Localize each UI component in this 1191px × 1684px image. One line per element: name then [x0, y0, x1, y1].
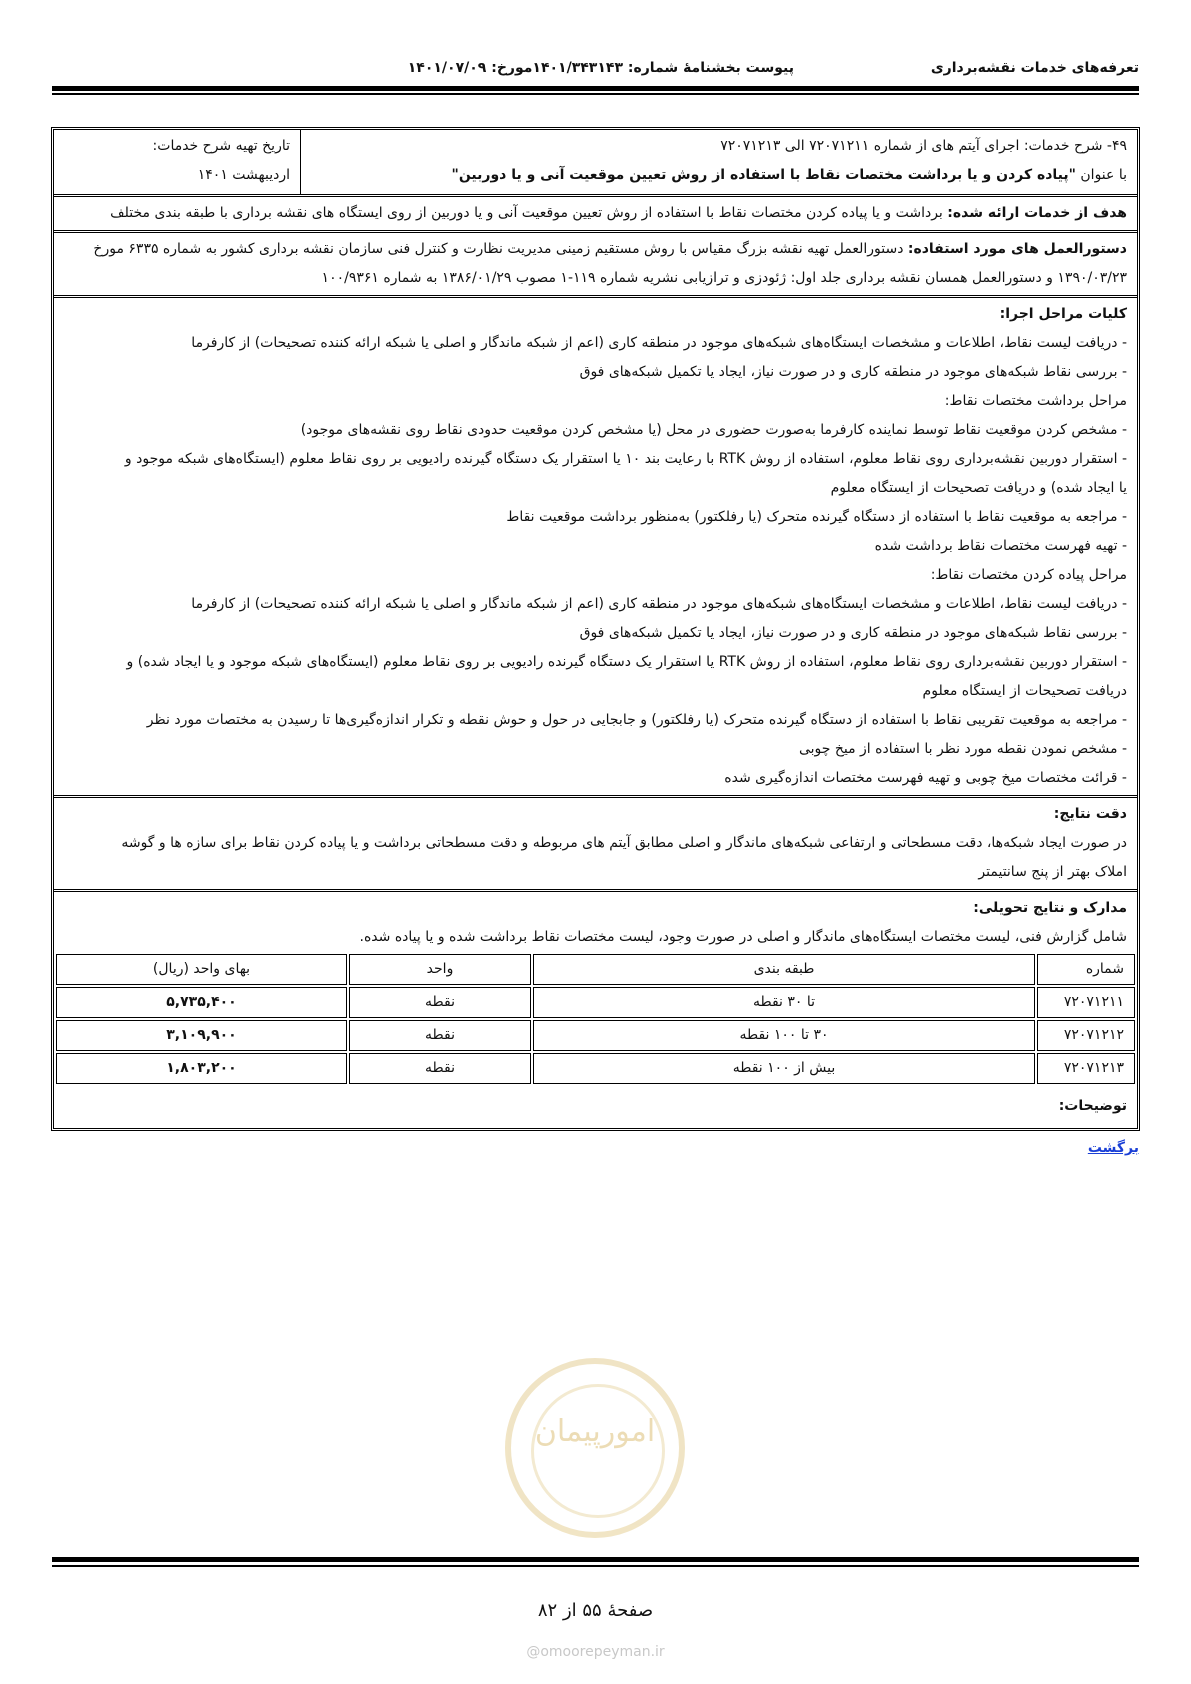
footer-rule	[52, 1557, 1139, 1562]
step-line: - استقرار دوربین نقشه‌برداری روی نقاط معلوم، استفاده از روش RTK یا استقرار یک دستگاه گیرنده رادیویی بر روی نقاط معلوم (ایستگاه‌های شبکه موجود و یا ایجاد شده) و	[126, 654, 1127, 670]
goal-section	[54, 197, 1137, 233]
item-price: ۳,۱۰۹,۹۰۰	[56, 1020, 347, 1051]
fee-table	[54, 952, 1137, 1086]
item-code: ۷۲۰۷۱۲۱۳	[1037, 1053, 1135, 1084]
step-line: - قرائت مختصات میخ چوبی و تهیه فهرست مختصات اندازه‌گیری شده	[724, 770, 1127, 786]
item-price: ۱,۸۰۳,۲۰۰	[56, 1053, 347, 1084]
item-price: ۵,۷۳۵,۴۰۰	[56, 987, 347, 1018]
step-line: - بررسی نقاط شبکه‌های موجود در منطقه کاری و در صورت نیاز، ایجاد یا تکمیل شبکه‌های فوق	[579, 625, 1127, 641]
accuracy-line-1: در صورت ایجاد شبکه‌ها، دقت مسطحاتی و ارتفاعی شبکه‌های ماندگار و اصلی مطابق آیتم های مربوطه و دقت مسطحاتی برداشت و یا پیاده کردن نقاط برای سازه ها و گوشه	[121, 835, 1127, 851]
item-class: ۳۰ تا ۱۰۰ نقطه	[533, 1020, 1035, 1051]
item-unit: نقطه	[349, 987, 531, 1018]
service-date-cell	[54, 130, 301, 194]
header-rule	[52, 86, 1139, 91]
column-header-price: بهای واحد (ریال)	[56, 954, 347, 985]
page-header	[52, 52, 1139, 82]
item-class: بیش از ۱۰۰ نقطه	[533, 1053, 1035, 1084]
step-line: دریافت تصحیحات از ایستگاه معلوم	[922, 683, 1127, 699]
goal-text: برداشت و یا پیاده کردن مختصات نقاط با استفاده از روش تعیین موقعیت آنی و یا دوربین از روی ایستگاه های نقشه برداری با طبقه بندی مختلف	[110, 205, 948, 221]
service-title-row	[54, 130, 1137, 197]
step-line: - بررسی نقاط شبکه‌های موجود در منطقه کاری و در صورت نیاز، ایجاد یا تکمیل شبکه‌های فوق	[579, 364, 1127, 380]
instructions-section	[54, 233, 1137, 298]
date-value: اردیبهشت ۱۴۰۱	[197, 167, 290, 183]
deliverables-text: شامل گزارش فنی، لیست مختصات ایستگاه‌های ماندگار و اصلی در صورت وجود، لیست مختصات نقاط برداشت شده و یا پیاده شده.	[359, 929, 1127, 945]
back-link[interactable]: برگشت	[1087, 1140, 1139, 1156]
document-title: تعرفه‌های خدمات نقشه‌برداری	[930, 60, 1139, 76]
step-line: - دریافت لیست نقاط، اطلاعات و مشخصات ایستگاه‌های شبکه‌های موجود در منطقه کاری (اعم از شبکه ماندگار و اصلی یا شبکه ارائه کننده تصحیحات) از کارفرما	[191, 596, 1127, 612]
table-header-row	[56, 954, 1135, 985]
header-rule-thin	[52, 93, 1139, 95]
column-header-unit: واحد	[349, 954, 531, 985]
accuracy-label: دقت نتایج:	[1053, 806, 1127, 822]
goal-label: هدف از خدمات ارائه شده:	[947, 205, 1127, 221]
step-line: - مشخص نمودن نقطه مورد نظر با استفاده از میخ چوبی	[798, 741, 1127, 757]
step-line: - مراجعه به موقعیت تقریبی نقاط با استفاده از دستگاه گیرنده متحرک (یا رفلکتور) و جابجایی در حول و حوش نقطه و تکرار اندازه‌گیری‌ها تا رسیدن به مختصات مورد نظر	[146, 712, 1127, 728]
seal-inner-ring	[531, 1384, 665, 1518]
instructions-label: دستورالعمل های مورد استفاده:	[907, 241, 1127, 257]
step-line: - مشخص کردن موقعیت نقاط توسط نماینده کارفرما به‌صورت حضوری در محل (یا مشخص کردن موقعیت حدودی نقاط روی نقشه‌های موجود)	[300, 422, 1127, 438]
accuracy-section	[54, 798, 1137, 892]
instructions-line-1: دستورالعمل تهیه نقشه بزرگ مقیاس با روش مستقیم زمینی مدیریت نظارت و کنترل فنی سازمان نقشه برداری کشور به شماره ۶۳۳۵ مورخ	[93, 241, 908, 257]
steps-label: کلیات مراحل اجرا:	[999, 306, 1127, 322]
service-title-line	[311, 161, 1127, 190]
date-label: تاریخ تهیه شرح خدمات:	[152, 138, 290, 154]
column-header-code: شماره	[1037, 954, 1135, 985]
item-unit: نقطه	[349, 1020, 531, 1051]
deliverables-section	[54, 892, 1137, 952]
step-line: - دریافت لیست نقاط، اطلاعات و مشخصات ایستگاه‌های شبکه‌های موجود در منطقه کاری (اعم از شبکه ماندگار و اصلی یا شبکه ارائه کننده تصحیحات) از کارفرما	[191, 335, 1127, 351]
table-row	[56, 1053, 1135, 1084]
accuracy-line-2: املاک بهتر از پنج سانتیمتر	[978, 864, 1127, 880]
service-title-cell	[301, 130, 1137, 194]
item-code: ۷۲۰۷۱۲۱۲	[1037, 1020, 1135, 1051]
item-class: تا ۳۰ نقطه	[533, 987, 1035, 1018]
step-line: یا ایجاد شده) و دریافت تصحیحات از ایستگاه معلوم	[830, 480, 1127, 496]
item-code: ۷۲۰۷۱۲۱۱	[1037, 987, 1135, 1018]
service-description-form	[51, 127, 1140, 1131]
step-line: - مراجعه به موقعیت نقاط با استفاده از دستگاه گیرنده متحرک (یا رفلکتور) به‌منظور برداشت موقعیت نقاط	[506, 509, 1127, 525]
notes-label: توضیحات:	[1058, 1098, 1127, 1114]
step-subheading: مراحل پیاده کردن مختصات نقاط:	[930, 567, 1127, 583]
footer-rule-thin	[52, 1565, 1139, 1567]
instructions-line-2: ۱۳۹۰/۰۳/۲۳ و دستورالعمل همسان نقشه برداری جلد اول: ژئودزی و ترازیابی نشریه شماره ۱۱۹-۱ مصوب ۱۳۸۶/۰۱/۲۹ به شماره ۱۰۰/۹۳۶۱	[321, 270, 1127, 286]
page-number: صفحۀ ۵۵ از ۸۲	[537, 1600, 654, 1621]
table-row	[56, 987, 1135, 1018]
column-header-class: طبقه بندی	[533, 954, 1035, 985]
circular-reference: پیوست بخشنامۀ شماره: ۱۴۰۱/۳۴۳۱۴۳مورخ: ۱۴۰۱/۰۷/۰۹	[407, 60, 794, 76]
seal-watermark	[505, 1358, 685, 1538]
service-items-line: ۴۹- شرح خدمات: اجرای آیتم های از شماره ۷۲۰۷۱۲۱۱ الی ۷۲۰۷۱۲۱۳	[720, 138, 1127, 154]
step-subheading: مراحل برداشت مختصات نقاط:	[944, 393, 1127, 409]
step-line: - استقرار دوربین نقشه‌برداری روی نقاط معلوم، استفاده از روش RTK با رعایت بند ۱۰ یا استقرار یک دستگاه گیرنده رادیویی بر روی نقاط معلوم (ایستگاه‌های شبکه موجود و	[124, 451, 1127, 467]
steps-section	[54, 298, 1137, 798]
service-title: "پیاده کردن و یا برداشت مختصات نقاط با استفاده از روش تعیین موقعیت آنی و یا دوربین"	[451, 167, 1076, 183]
deliverables-label: مدارک و نتایج تحویلی:	[973, 900, 1127, 916]
seal-text: امورپیمان	[534, 1414, 656, 1449]
table-row	[56, 1020, 1135, 1051]
notes-section	[54, 1086, 1137, 1142]
item-unit: نقطه	[349, 1053, 531, 1084]
title-prefix: با عنوان	[1075, 167, 1127, 183]
step-line: - تهیه فهرست مختصات نقاط برداشت شده	[874, 538, 1127, 554]
site-watermark: @omoorepeyman.ir	[526, 1644, 665, 1660]
